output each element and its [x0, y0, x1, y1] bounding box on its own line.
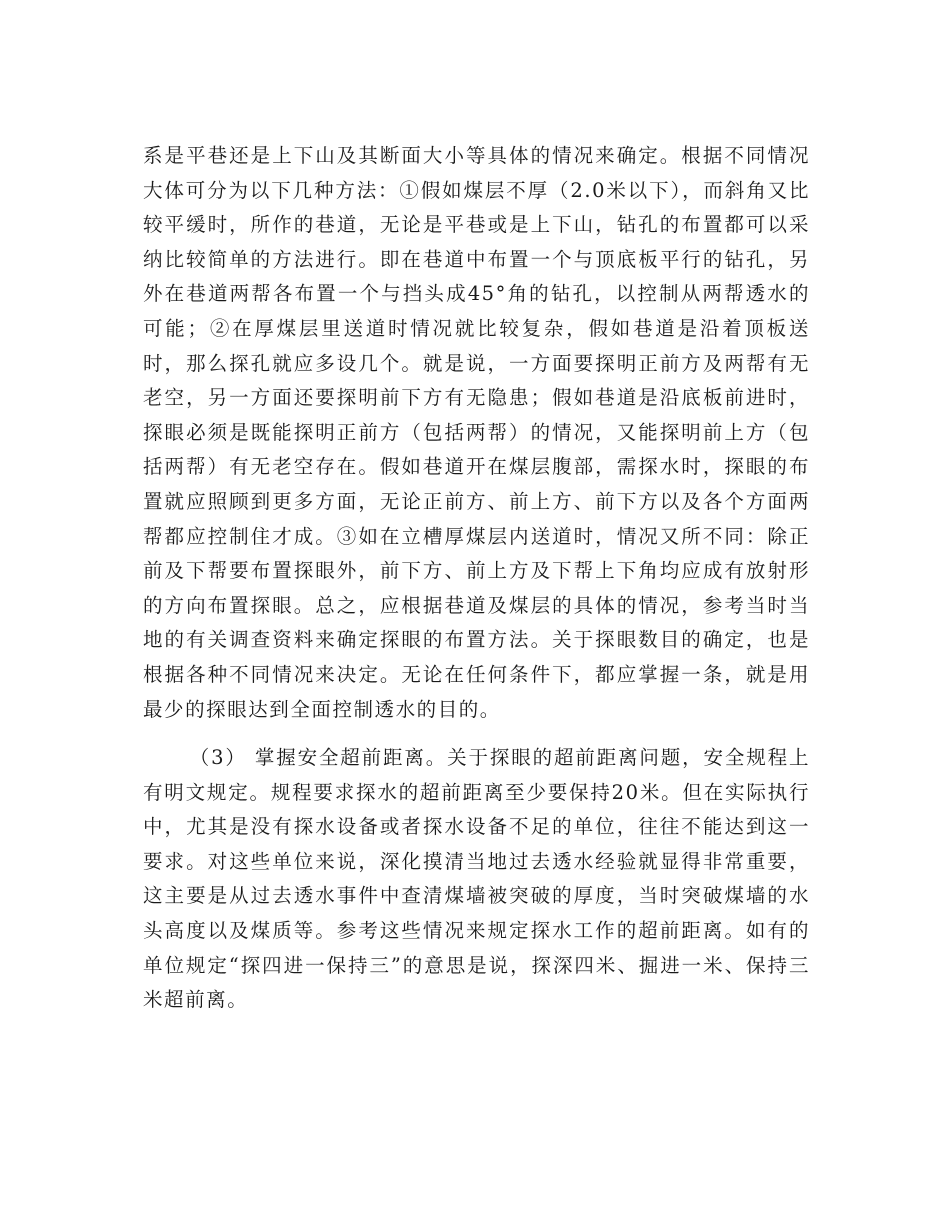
document-body [143, 139, 810, 1018]
paragraph-safe-advance-distance: （3） 掌握安全超前距离。关于探眼的超前距离问题，安全规程上有明文规定。规程要求探水的超前距离至少要保持20米。但在实际执行中，尤其是没有探水设备或者探水设备不足的单位，往往不能达到这一要求。对这些单位来说，深化摸清当地过去透水经验就显得非常重要，这主要是从过去透水事件中查清煤墙被突破的厚度，当时突破煤墙的水头高度以及煤质等。参考这些情况来规定探水工作的超前距离。如有的单位规定“探四进一保持三”的意思是说，探深四米、掘进一米、保持三米超前离。 [143, 746, 810, 1012]
paragraph-drilling-layout: 系是平巷还是上下山及其断面大小等具体的情况来确定。根据不同情况大体可分为以下几种方法：①假如煤层不厚（2.0米以下），而斜角又比较平缓时，所作的巷道，无论是平巷或是上下山，钻孔的布置都可以采纳比较简单的方法进行。即在巷道中布置一个与顶底板平行的钻孔，另外在巷道两帮各布置一个与挡头成45°角的钻孔，以控制从两帮透水的可能；②在厚煤层里送道时情况就比较复杂，假如巷道是沿着顶板送时，那么探孔就应多设几个。就是说，一方面要探明正前方及两帮有无老空，另一方面还要探明前下方有无隐患；假如巷道是沿底板前进时，探眼必须是既能探明正前方（包括两帮）的情况，又能探明前上方（包括两帮）有无老空存在。假如巷道开在煤层腹部，需探水时，探眼的布置就应照顾到更多方面，无论正前方、前上方、前下方以及各个方面两帮都应控制住才成。③如在立槽厚煤层内送道时，情况又所不同：除正前及下帮要布置探眼外，前下方、前上方及下帮上下角均应成有放射形的方向布置探眼。总之，应根据巷道及煤层的具体的情况，参考当时当地的有关调查资料来确定探眼的布置方法。关于探眼数目的确定，也是根据各种不同情况来决定。无论在任何条件下，都应掌握一条，就是用最少的探眼达到全面控制透水的目的。 [143, 144, 810, 721]
